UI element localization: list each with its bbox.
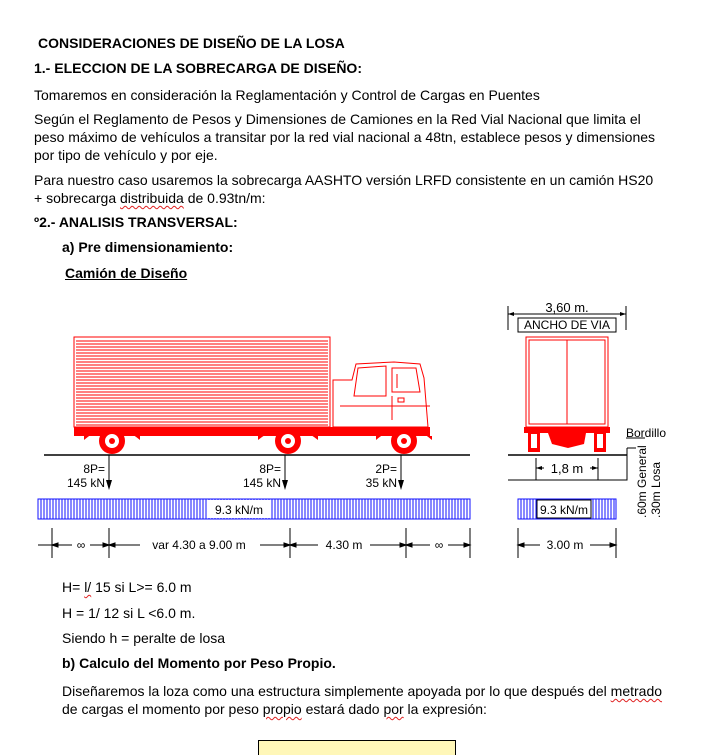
axle-kn-1: 145 kN [66, 476, 105, 490]
formula-3: Siendo h = peralte de losa [62, 630, 226, 646]
text-run: 15 si L>= 6.0 m [91, 579, 192, 595]
distributed-load-left [38, 499, 470, 519]
text-run: la expresión: [403, 701, 487, 717]
spellcheck-word: distribuida [120, 190, 184, 206]
lane-label: ANCHO DE VIA [523, 318, 611, 332]
section-2-heading: º2.- ANALISIS TRANSVERSAL: [34, 214, 238, 230]
dim-right: 3.00 m [546, 538, 584, 552]
camion-label: Camión de Diseño [65, 265, 188, 281]
width-label: 3,60 m. [545, 300, 589, 315]
distributed-load-label-right: 9.3 kN/m [539, 503, 589, 517]
spellcheck-word: por [383, 701, 404, 717]
axle-load-1: 8P= [83, 462, 105, 476]
distributed-load-right [518, 499, 616, 519]
paragraph-1: Tomaremos en consideración la Reglamentación y Control de Cargas en Puentes [34, 87, 540, 103]
paragraph-2-line-3: por tipo de vehículo y por eje. [34, 147, 218, 163]
bordillo-label: Bordillo [626, 426, 667, 440]
load-arrow [282, 480, 288, 490]
wheel-rear [99, 428, 125, 454]
section-2a-heading: a) Pre dimensionamiento: [62, 239, 234, 255]
truck-rear-view [508, 300, 666, 518]
text-run: de 0.93tn/m: [183, 190, 266, 206]
dim-infinity-right: ∞ [434, 538, 444, 552]
gap-label: 1,8 m [550, 461, 584, 476]
section-2b-heading: b) Calculo del Momento por Peso Propio. [62, 655, 336, 671]
axle-load-2: 8P= [259, 462, 281, 476]
dim-infinity-left: ∞ [76, 538, 86, 552]
text-run: de cargas el momento por peso [62, 701, 263, 717]
axle-kn-2: 145 kN [242, 476, 281, 490]
document-title: CONSIDERACIONES DE DISEÑO DE LA LOSA [38, 35, 345, 51]
paragraph-2-line-2: peso máximo de vehículos a transitar por la red vial nacional a 48tn, establece pesos y dimensiones [34, 129, 656, 145]
spellcheck-word: metrado [610, 683, 663, 699]
section-1-heading: 1.- ELECCION DE LA SOBRECARGA DE DISEÑO: [34, 60, 362, 76]
spellcheck-word: propio [262, 701, 302, 717]
load-arrow [106, 480, 112, 490]
load-arrow [398, 480, 404, 490]
paragraph-2-line-1: Según el Reglamento de Pesos y Dimensiones de Camiones en la Red Vial Nacional que limita el [34, 111, 641, 127]
paragraph-3-line-1: Para nuestro caso usaremos la sobrecarga AASHTO versión LRFD consistente en un camión HS20 [34, 172, 654, 188]
wheel-front [391, 428, 417, 454]
spellcheck-word: l/ [84, 579, 92, 595]
wheel-middle [275, 428, 301, 454]
truck-side-view [44, 337, 470, 455]
distributed-load-label: 9.3 kN/m [214, 503, 264, 517]
slab-depth-label: .30m Losa [649, 461, 663, 518]
axle-load-3: 2P= [375, 462, 397, 476]
text-run: + sobrecarga [34, 190, 120, 206]
text-run: Diseñaremos la loza como una estructura simplemente apoyada por lo que después del [62, 683, 611, 699]
text-run: estará dado [301, 701, 384, 717]
truck-cab [333, 362, 428, 427]
axle-loads [67, 455, 404, 490]
rear-axle [548, 433, 586, 448]
formula-2: H = 1/ 12 si L <6.0 m. [62, 605, 196, 621]
general-depth-label: .60m General [635, 445, 649, 518]
axle-kn-3: 35 kN [365, 476, 397, 490]
dim-axle-spacing: 4.30 m [325, 538, 363, 552]
text-run: H= [62, 579, 85, 595]
dim-var-spacing: var 4.30 a 9.00 m [152, 538, 246, 552]
